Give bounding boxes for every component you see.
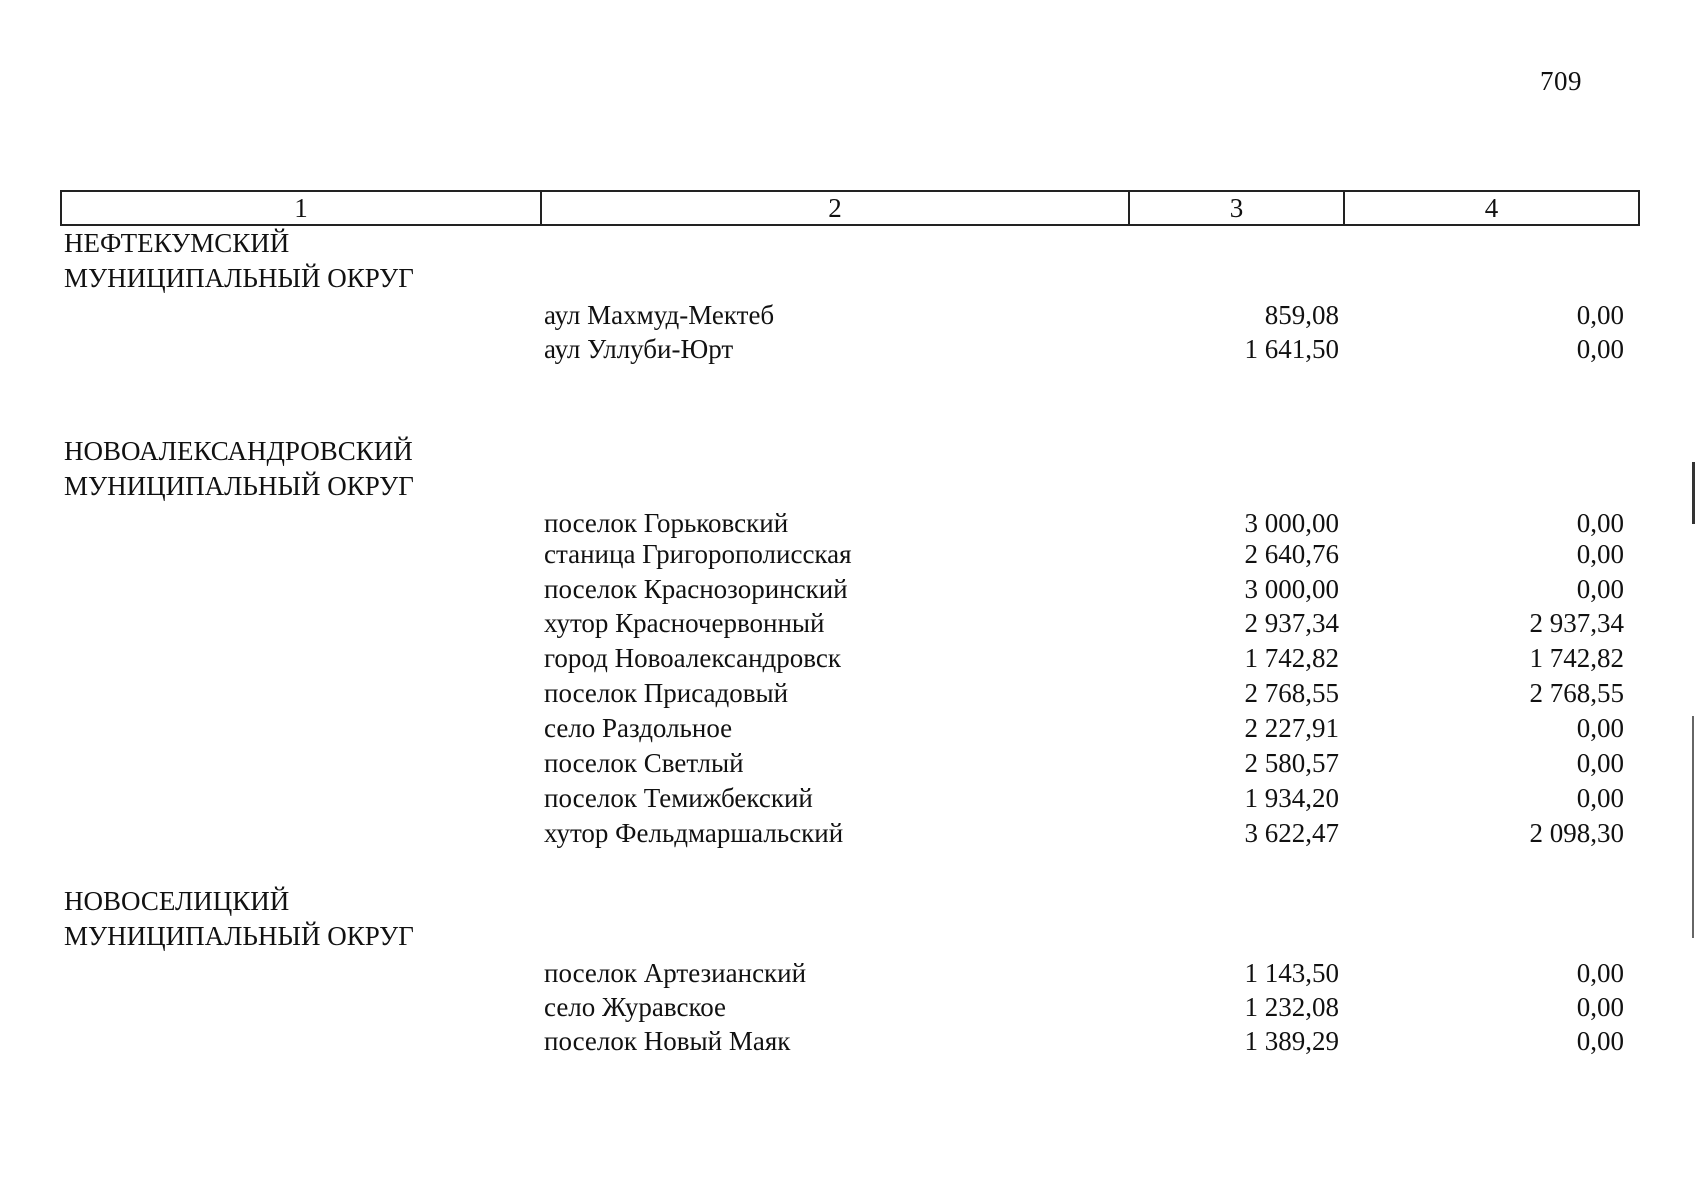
table-row	[544, 1024, 1624, 1058]
table-row	[544, 676, 1624, 710]
settlement-name: село Раздольное	[544, 713, 733, 743]
column-header-1: 1	[62, 192, 542, 224]
district-name: НОВОАЛЕКСАНДРОВСКИЙ	[64, 436, 413, 466]
settlement-name: поселок Горьковский	[544, 508, 789, 538]
district-type: МУНИЦИПАЛЬНЫЙ ОКРУГ	[64, 921, 414, 951]
value-col3: 3 000,00	[1244, 508, 1339, 538]
table-row	[544, 332, 1624, 366]
district-heading	[64, 226, 524, 296]
settlement-name: аул Махмуд-Мектеб	[544, 300, 775, 330]
table-row	[544, 781, 1624, 815]
value-col3: 2 640,76	[1244, 539, 1339, 569]
column-header-2: 2	[542, 192, 1130, 224]
value-col4: 0,00	[1576, 783, 1624, 813]
settlement-name: поселок Светлый	[544, 748, 744, 778]
value-col4: 2 098,30	[1529, 818, 1624, 848]
table-row	[544, 641, 1624, 675]
page-number: 709	[1540, 66, 1582, 96]
value-col3: 3 000,00	[1244, 574, 1339, 604]
value-col3: 1 232,08	[1244, 992, 1339, 1022]
value-col3: 859,08	[1264, 300, 1339, 330]
table-row	[544, 990, 1624, 1024]
settlement-name: хутор Красночервонный	[544, 608, 825, 638]
value-col3: 1 934,20	[1244, 783, 1339, 813]
settlement-name: аул Уллуби-Юрт	[544, 334, 734, 364]
value-col3: 2 227,91	[1244, 713, 1339, 743]
settlement-name: село Журавское	[544, 992, 727, 1022]
table-row	[544, 537, 1624, 571]
settlement-name: станица Григорополисская	[544, 539, 852, 569]
district-name: НЕФТЕКУМСКИЙ	[64, 228, 290, 258]
scan-edge-mark	[1692, 716, 1694, 938]
table-row	[544, 711, 1624, 745]
value-col4: 0,00	[1576, 574, 1624, 604]
district-name: НОВОСЕЛИЦКИЙ	[64, 886, 290, 916]
value-col3: 1 641,50	[1244, 334, 1339, 364]
settlement-name: город Новоалександровск	[544, 643, 841, 673]
table-row	[544, 572, 1624, 606]
value-col4: 0,00	[1576, 958, 1624, 988]
settlement-name: поселок Новый Маяк	[544, 1026, 791, 1056]
value-col3: 3 622,47	[1244, 818, 1339, 848]
value-col4: 0,00	[1576, 748, 1624, 778]
district-heading	[64, 434, 524, 504]
settlement-name: поселок Краснозоринский	[544, 574, 848, 604]
table-row	[544, 956, 1624, 990]
settlement-name: поселок Присадовый	[544, 678, 789, 708]
district-type: МУНИЦИПАЛЬНЫЙ ОКРУГ	[64, 471, 414, 501]
district-heading	[64, 884, 524, 954]
value-col4: 2 768,55	[1529, 678, 1624, 708]
value-col4: 1 742,82	[1529, 643, 1624, 673]
table-header-row	[60, 190, 1640, 226]
table-row	[544, 506, 1624, 540]
value-col3: 1 389,29	[1244, 1026, 1339, 1056]
district-type: МУНИЦИПАЛЬНЫЙ ОКРУГ	[64, 263, 414, 293]
value-col3: 2 768,55	[1244, 678, 1339, 708]
settlement-name: поселок Артезианский	[544, 958, 807, 988]
table-row	[544, 606, 1624, 640]
value-col3: 2 580,57	[1244, 748, 1339, 778]
value-col3: 1 742,82	[1244, 643, 1339, 673]
value-col4: 0,00	[1576, 300, 1624, 330]
value-col3: 1 143,50	[1244, 958, 1339, 988]
settlement-name: поселок Темижбекский	[544, 783, 813, 813]
table-row	[544, 746, 1624, 780]
value-col4: 0,00	[1576, 508, 1624, 538]
column-header-4: 4	[1484, 193, 1499, 223]
scan-edge-mark	[1692, 462, 1695, 524]
table-row	[544, 816, 1624, 850]
value-col4: 2 937,34	[1529, 608, 1624, 638]
value-col4: 0,00	[1576, 992, 1624, 1022]
value-col4: 0,00	[1576, 1026, 1624, 1056]
value-col4: 0,00	[1576, 539, 1624, 569]
value-col4: 0,00	[1576, 713, 1624, 743]
column-header-3: 3	[1130, 192, 1345, 224]
settlement-name: хутор Фельдмаршальский	[544, 818, 844, 848]
table-row	[544, 298, 1624, 332]
value-col4: 0,00	[1576, 334, 1624, 364]
value-col3: 2 937,34	[1244, 608, 1339, 638]
